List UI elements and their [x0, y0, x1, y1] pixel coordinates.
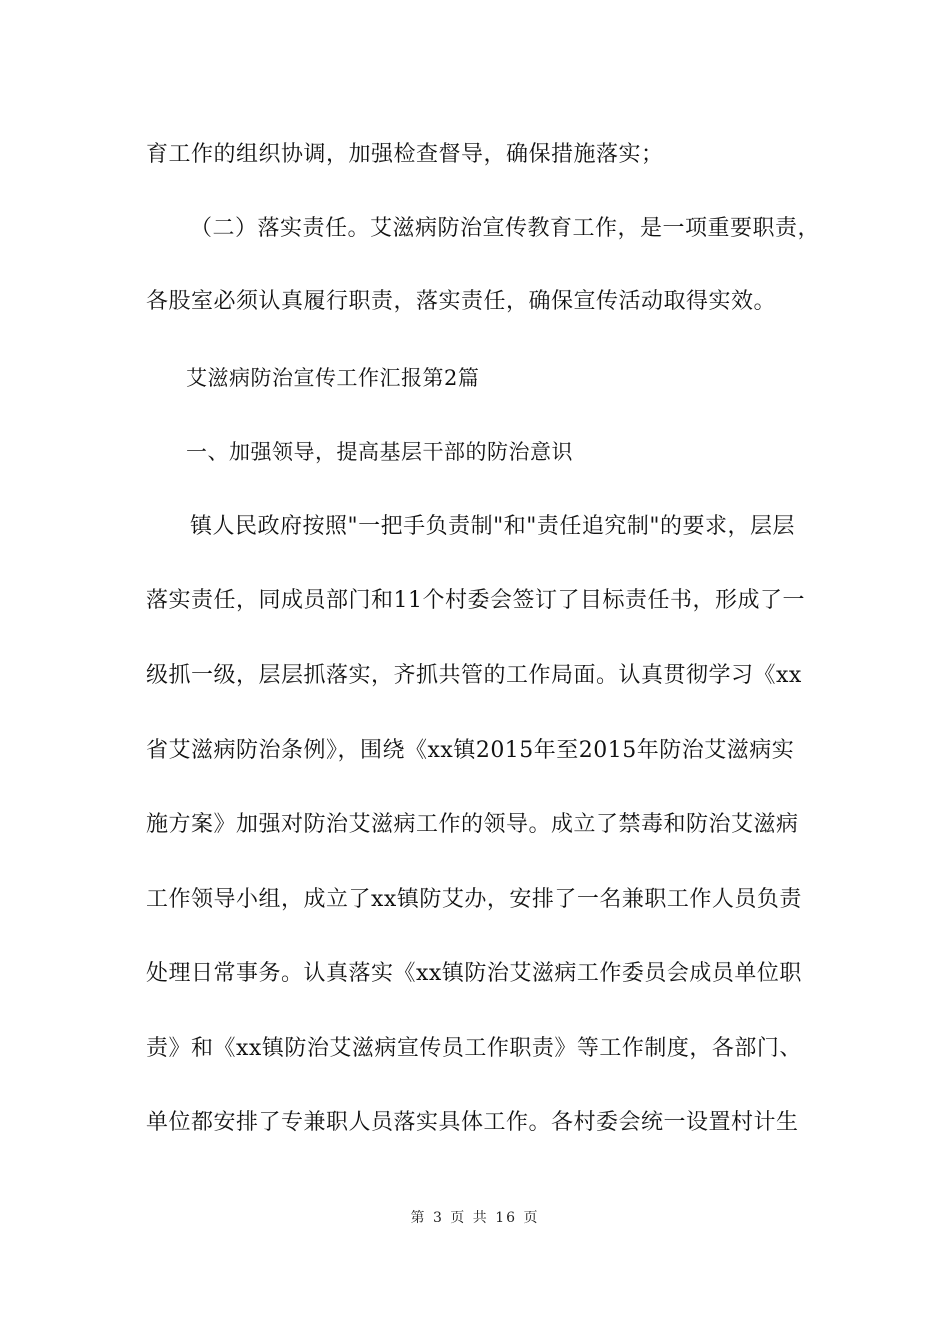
body-line-1: 育工作的组织协调，加强检查督导，确保措施落实；	[146, 142, 664, 167]
subsection-heading: 一、加强领导，提高基层干部的防治意识	[186, 440, 573, 464]
body-line-7: 落实责任，同成员部门和11个村委会签订了目标责任书，形成了一	[146, 588, 805, 613]
body-line-11: 工作领导小组，成立了xx镇防艾办，安排了一名兼职工作人员负责	[146, 887, 802, 912]
body-line-12: 处理日常事务。认真落实《xx镇防治艾滋病工作委员会成员单位职	[146, 961, 802, 986]
body-line-3: 各股室必须认真履行职责，落实责任，确保宣传活动取得实效。	[146, 289, 777, 314]
body-line-9: 省艾滋病防治条例》，围绕《xx镇2015年至2015年防治艾滋病实	[146, 738, 795, 763]
body-line-8: 级抓一级，层层抓落实，齐抓共管的工作局面。认真贯彻学习《xx	[146, 663, 802, 688]
body-line-13: 责》和《xx镇防治艾滋病宣传员工作职责》等工作制度，各部门、	[146, 1036, 802, 1061]
body-line-14: 单位都安排了专兼职人员落实具体工作。各村委会统一设置村计生	[146, 1110, 799, 1135]
body-line-6: 镇人民政府按照"一把手负责制"和"责任追究制"的要求，层层	[190, 514, 795, 539]
section-heading: 艾滋病防治宣传工作汇报第2篇	[186, 366, 480, 390]
page-footer: 第 3 页 共 16 页	[410, 1210, 540, 1226]
body-line-2: （二）落实责任。艾滋病防治宣传教育工作，是一项重要职责，	[190, 216, 821, 241]
body-line-10: 施方案》加强对防治艾滋病工作的领导。成立了禁毒和防治艾滋病	[146, 812, 799, 837]
